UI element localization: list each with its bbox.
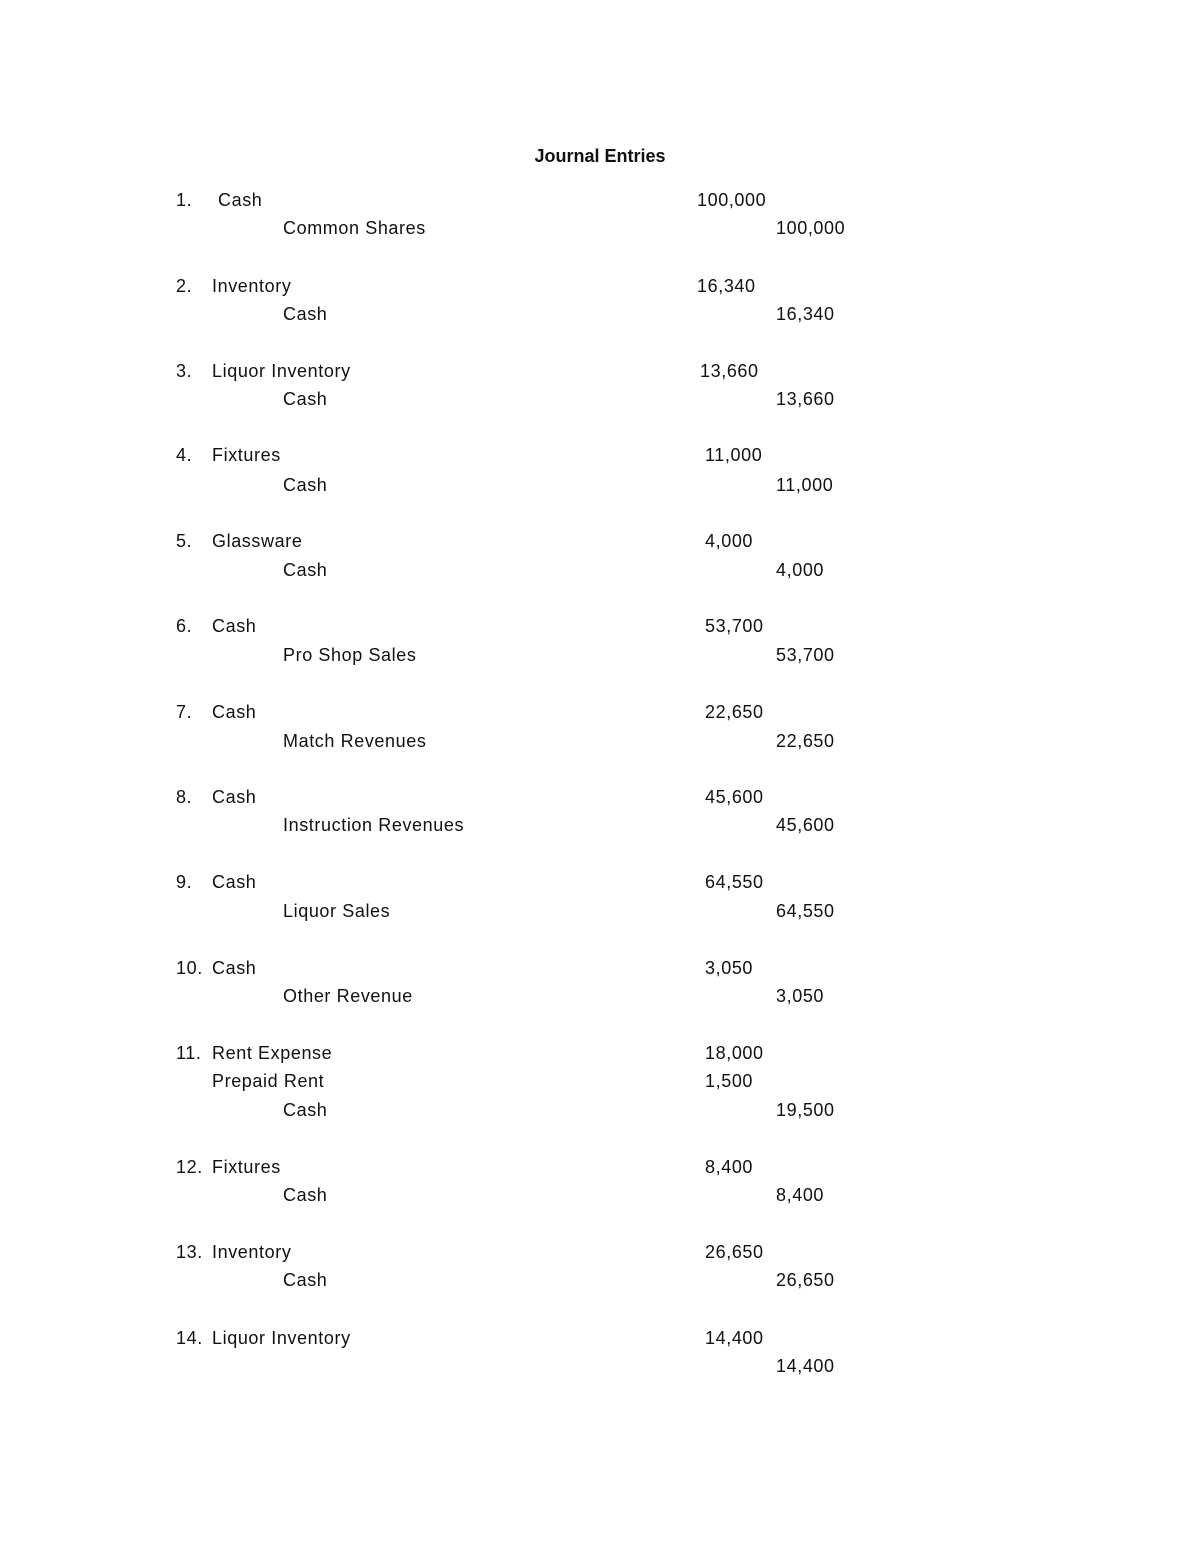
entry-line bbox=[0, 785, 1200, 809]
entry-line bbox=[0, 1326, 1200, 1350]
entry-line bbox=[0, 558, 1200, 582]
debit-amount: 22,650 bbox=[705, 702, 764, 722]
credit-amount: 13,660 bbox=[776, 389, 835, 409]
credit-amount: 53,700 bbox=[776, 645, 835, 665]
credit-amount: 64,550 bbox=[776, 901, 835, 921]
debit-account: Cash bbox=[212, 872, 257, 892]
entry-line bbox=[0, 700, 1200, 724]
credit-amount: 26,650 bbox=[776, 1270, 835, 1290]
debit-account: Liquor Inventory bbox=[212, 1328, 351, 1348]
entry-line bbox=[0, 813, 1200, 837]
entry-number: 8. bbox=[176, 787, 193, 807]
debit-account: Cash bbox=[212, 616, 257, 636]
entry-line bbox=[0, 216, 1200, 240]
debit-amount: 3,050 bbox=[705, 958, 754, 978]
credit-amount: 4,000 bbox=[776, 560, 825, 580]
entry-line bbox=[0, 643, 1200, 667]
entry-line bbox=[0, 1041, 1200, 1065]
credit-amount: 19,500 bbox=[776, 1100, 835, 1120]
entry-line bbox=[0, 729, 1200, 753]
entry-line bbox=[0, 1183, 1200, 1207]
entry-line bbox=[0, 1155, 1200, 1179]
credit-account: Cash bbox=[283, 1270, 328, 1290]
entry-line bbox=[0, 359, 1200, 383]
credit-account: Instruction Revenues bbox=[283, 815, 465, 835]
entry-line bbox=[0, 870, 1200, 894]
entry-line bbox=[0, 443, 1200, 467]
debit-amount: 16,340 bbox=[697, 276, 756, 296]
entry-line bbox=[0, 274, 1200, 298]
entry-number: 1. bbox=[176, 190, 193, 210]
entry-line bbox=[0, 984, 1200, 1008]
entry-number: 13. bbox=[176, 1242, 203, 1262]
credit-amount: 14,400 bbox=[776, 1356, 835, 1376]
debit-account: Inventory bbox=[212, 1242, 292, 1262]
entry-line bbox=[0, 1240, 1200, 1264]
entry-line bbox=[0, 188, 1200, 212]
entry-line bbox=[0, 899, 1200, 923]
debit-amount: 18,000 bbox=[705, 1043, 764, 1063]
debit-amount: 1,500 bbox=[705, 1071, 754, 1091]
credit-account: Common Shares bbox=[283, 218, 426, 238]
entry-number: 10. bbox=[176, 958, 203, 978]
entry-line bbox=[0, 473, 1200, 497]
debit-account: Cash bbox=[212, 702, 257, 722]
debit-amount: 53,700 bbox=[705, 616, 764, 636]
entry-line bbox=[0, 1098, 1200, 1122]
debit-account: Prepaid Rent bbox=[212, 1071, 325, 1091]
credit-account: Cash bbox=[283, 560, 328, 580]
debit-amount: 13,660 bbox=[700, 361, 759, 381]
entry-line bbox=[0, 1069, 1200, 1093]
credit-account: Cash bbox=[283, 475, 328, 495]
debit-amount: 45,600 bbox=[705, 787, 764, 807]
debit-account: Fixtures bbox=[212, 1157, 281, 1177]
credit-account: Liquor Sales bbox=[283, 901, 391, 921]
debit-amount: 64,550 bbox=[705, 872, 764, 892]
credit-amount: 3,050 bbox=[776, 986, 825, 1006]
debit-account: Cash bbox=[218, 190, 263, 210]
entry-number: 12. bbox=[176, 1157, 203, 1177]
credit-account: Cash bbox=[283, 1100, 328, 1120]
credit-account: Pro Shop Sales bbox=[283, 645, 417, 665]
entry-line bbox=[0, 1268, 1200, 1292]
entry-line bbox=[0, 956, 1200, 980]
entry-number: 5. bbox=[176, 531, 193, 551]
credit-account: Other Revenue bbox=[283, 986, 413, 1006]
credit-amount: 100,000 bbox=[776, 218, 846, 238]
debit-account: Cash bbox=[212, 787, 257, 807]
credit-amount: 45,600 bbox=[776, 815, 835, 835]
page-title: Journal Entries bbox=[534, 146, 666, 166]
credit-amount: 16,340 bbox=[776, 304, 835, 324]
debit-amount: 100,000 bbox=[697, 190, 767, 210]
credit-amount: 8,400 bbox=[776, 1185, 825, 1205]
entry-line bbox=[0, 529, 1200, 553]
entry-number: 6. bbox=[176, 616, 193, 636]
debit-amount: 14,400 bbox=[705, 1328, 764, 1348]
entry-number: 4. bbox=[176, 445, 193, 465]
credit-account: Cash bbox=[283, 1185, 328, 1205]
entry-number: 2. bbox=[176, 276, 193, 296]
entry-line bbox=[0, 614, 1200, 638]
credit-account: Cash bbox=[283, 389, 328, 409]
debit-account: Rent Expense bbox=[212, 1043, 333, 1063]
debit-account: Cash bbox=[212, 958, 257, 978]
credit-amount: 22,650 bbox=[776, 731, 835, 751]
debit-amount: 11,000 bbox=[705, 445, 763, 465]
entry-line bbox=[0, 1354, 1200, 1378]
entry-number: 7. bbox=[176, 702, 193, 722]
debit-amount: 4,000 bbox=[705, 531, 754, 551]
entry-line bbox=[0, 302, 1200, 326]
entry-line bbox=[0, 387, 1200, 411]
debit-account: Glassware bbox=[212, 531, 303, 551]
credit-amount: 11,000 bbox=[776, 475, 834, 495]
debit-amount: 8,400 bbox=[705, 1157, 754, 1177]
debit-account: Inventory bbox=[212, 276, 292, 296]
credit-account: Match Revenues bbox=[283, 731, 427, 751]
entry-number: 11. bbox=[176, 1043, 202, 1063]
entry-number: 3. bbox=[176, 361, 193, 381]
debit-account: Fixtures bbox=[212, 445, 281, 465]
debit-amount: 26,650 bbox=[705, 1242, 764, 1262]
debit-account: Liquor Inventory bbox=[212, 361, 351, 381]
entry-number: 9. bbox=[176, 872, 193, 892]
credit-account: Cash bbox=[283, 304, 328, 324]
entry-number: 14. bbox=[176, 1328, 203, 1348]
